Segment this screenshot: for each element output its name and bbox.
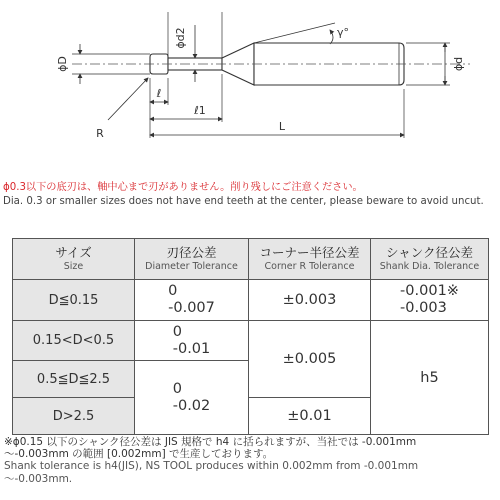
footnote-jp-line1: ※ϕ0.15 以下のシャンク径公差は JIS 規格で h4 に括られますが、当社では -0.001mm bbox=[4, 436, 417, 448]
label-l: ℓ bbox=[156, 87, 162, 100]
uncut-warning-jp: ϕ0.3以下の底刃は、軸中心まで刃がありません。削り残しにご注意ください。 bbox=[3, 182, 363, 193]
size-cell: 0.15<D<0.5 bbox=[13, 321, 135, 361]
diameter-cell: 0 -0.02 bbox=[135, 361, 249, 435]
label-d2: ϕd2 bbox=[174, 27, 187, 49]
corner-r-cell: ±0.01 bbox=[249, 398, 371, 435]
diameter-cell: 0 -0.01 bbox=[135, 321, 249, 361]
shank-cell: -0.001※ -0.003 bbox=[371, 280, 489, 321]
corner-r-cell: ±0.003 bbox=[249, 280, 371, 321]
label-gamma: γ° bbox=[337, 26, 350, 39]
label-D: ϕD bbox=[56, 56, 69, 72]
corner-r-cell: ±0.005 bbox=[249, 321, 371, 398]
label-L: L bbox=[278, 120, 286, 133]
size-cell: 0.5≦D≦2.5 bbox=[13, 361, 135, 398]
shank-tolerance-footnote bbox=[4, 436, 498, 485]
footnote-jp-line2: ～-0.003mm の範囲 [0.002mm] で生産しております。 bbox=[4, 448, 274, 461]
size-cell: D≦0.15 bbox=[13, 280, 135, 321]
table-header-row bbox=[13, 239, 489, 280]
header-shank-tolerance: シャンク径公差 Shank Dia. Tolerance bbox=[371, 239, 489, 280]
table-row bbox=[13, 280, 489, 321]
shank-cell: h5 bbox=[371, 321, 489, 435]
footnote-en-line2: ～-0.003mm. bbox=[4, 472, 73, 485]
uncut-warning-en: Dia. 0.3 or smaller sizes does not have end teeth at the center, please beware to avoid uncut. bbox=[3, 196, 484, 207]
diameter-cell: 0 -0.007 bbox=[135, 280, 249, 321]
label-d: ϕd bbox=[452, 56, 465, 72]
header-corner-r-tolerance: コーナー半径公差 Corner R Tolerance bbox=[249, 239, 371, 280]
label-R: R bbox=[96, 127, 104, 140]
header-diameter-tolerance: 刃径公差 Diameter Tolerance bbox=[135, 239, 249, 280]
header-size: サイズ Size bbox=[13, 239, 135, 280]
label-l1: ℓ1 bbox=[194, 104, 206, 117]
footnote-en-line1: Shank tolerance is h4(JIS), NS TOOL produces within 0.002mm from -0.001mm bbox=[4, 460, 419, 473]
table-row bbox=[13, 321, 489, 361]
end-mill-drawing bbox=[0, 0, 500, 165]
size-cell: D>2.5 bbox=[13, 398, 135, 435]
tolerance-table bbox=[12, 238, 489, 435]
